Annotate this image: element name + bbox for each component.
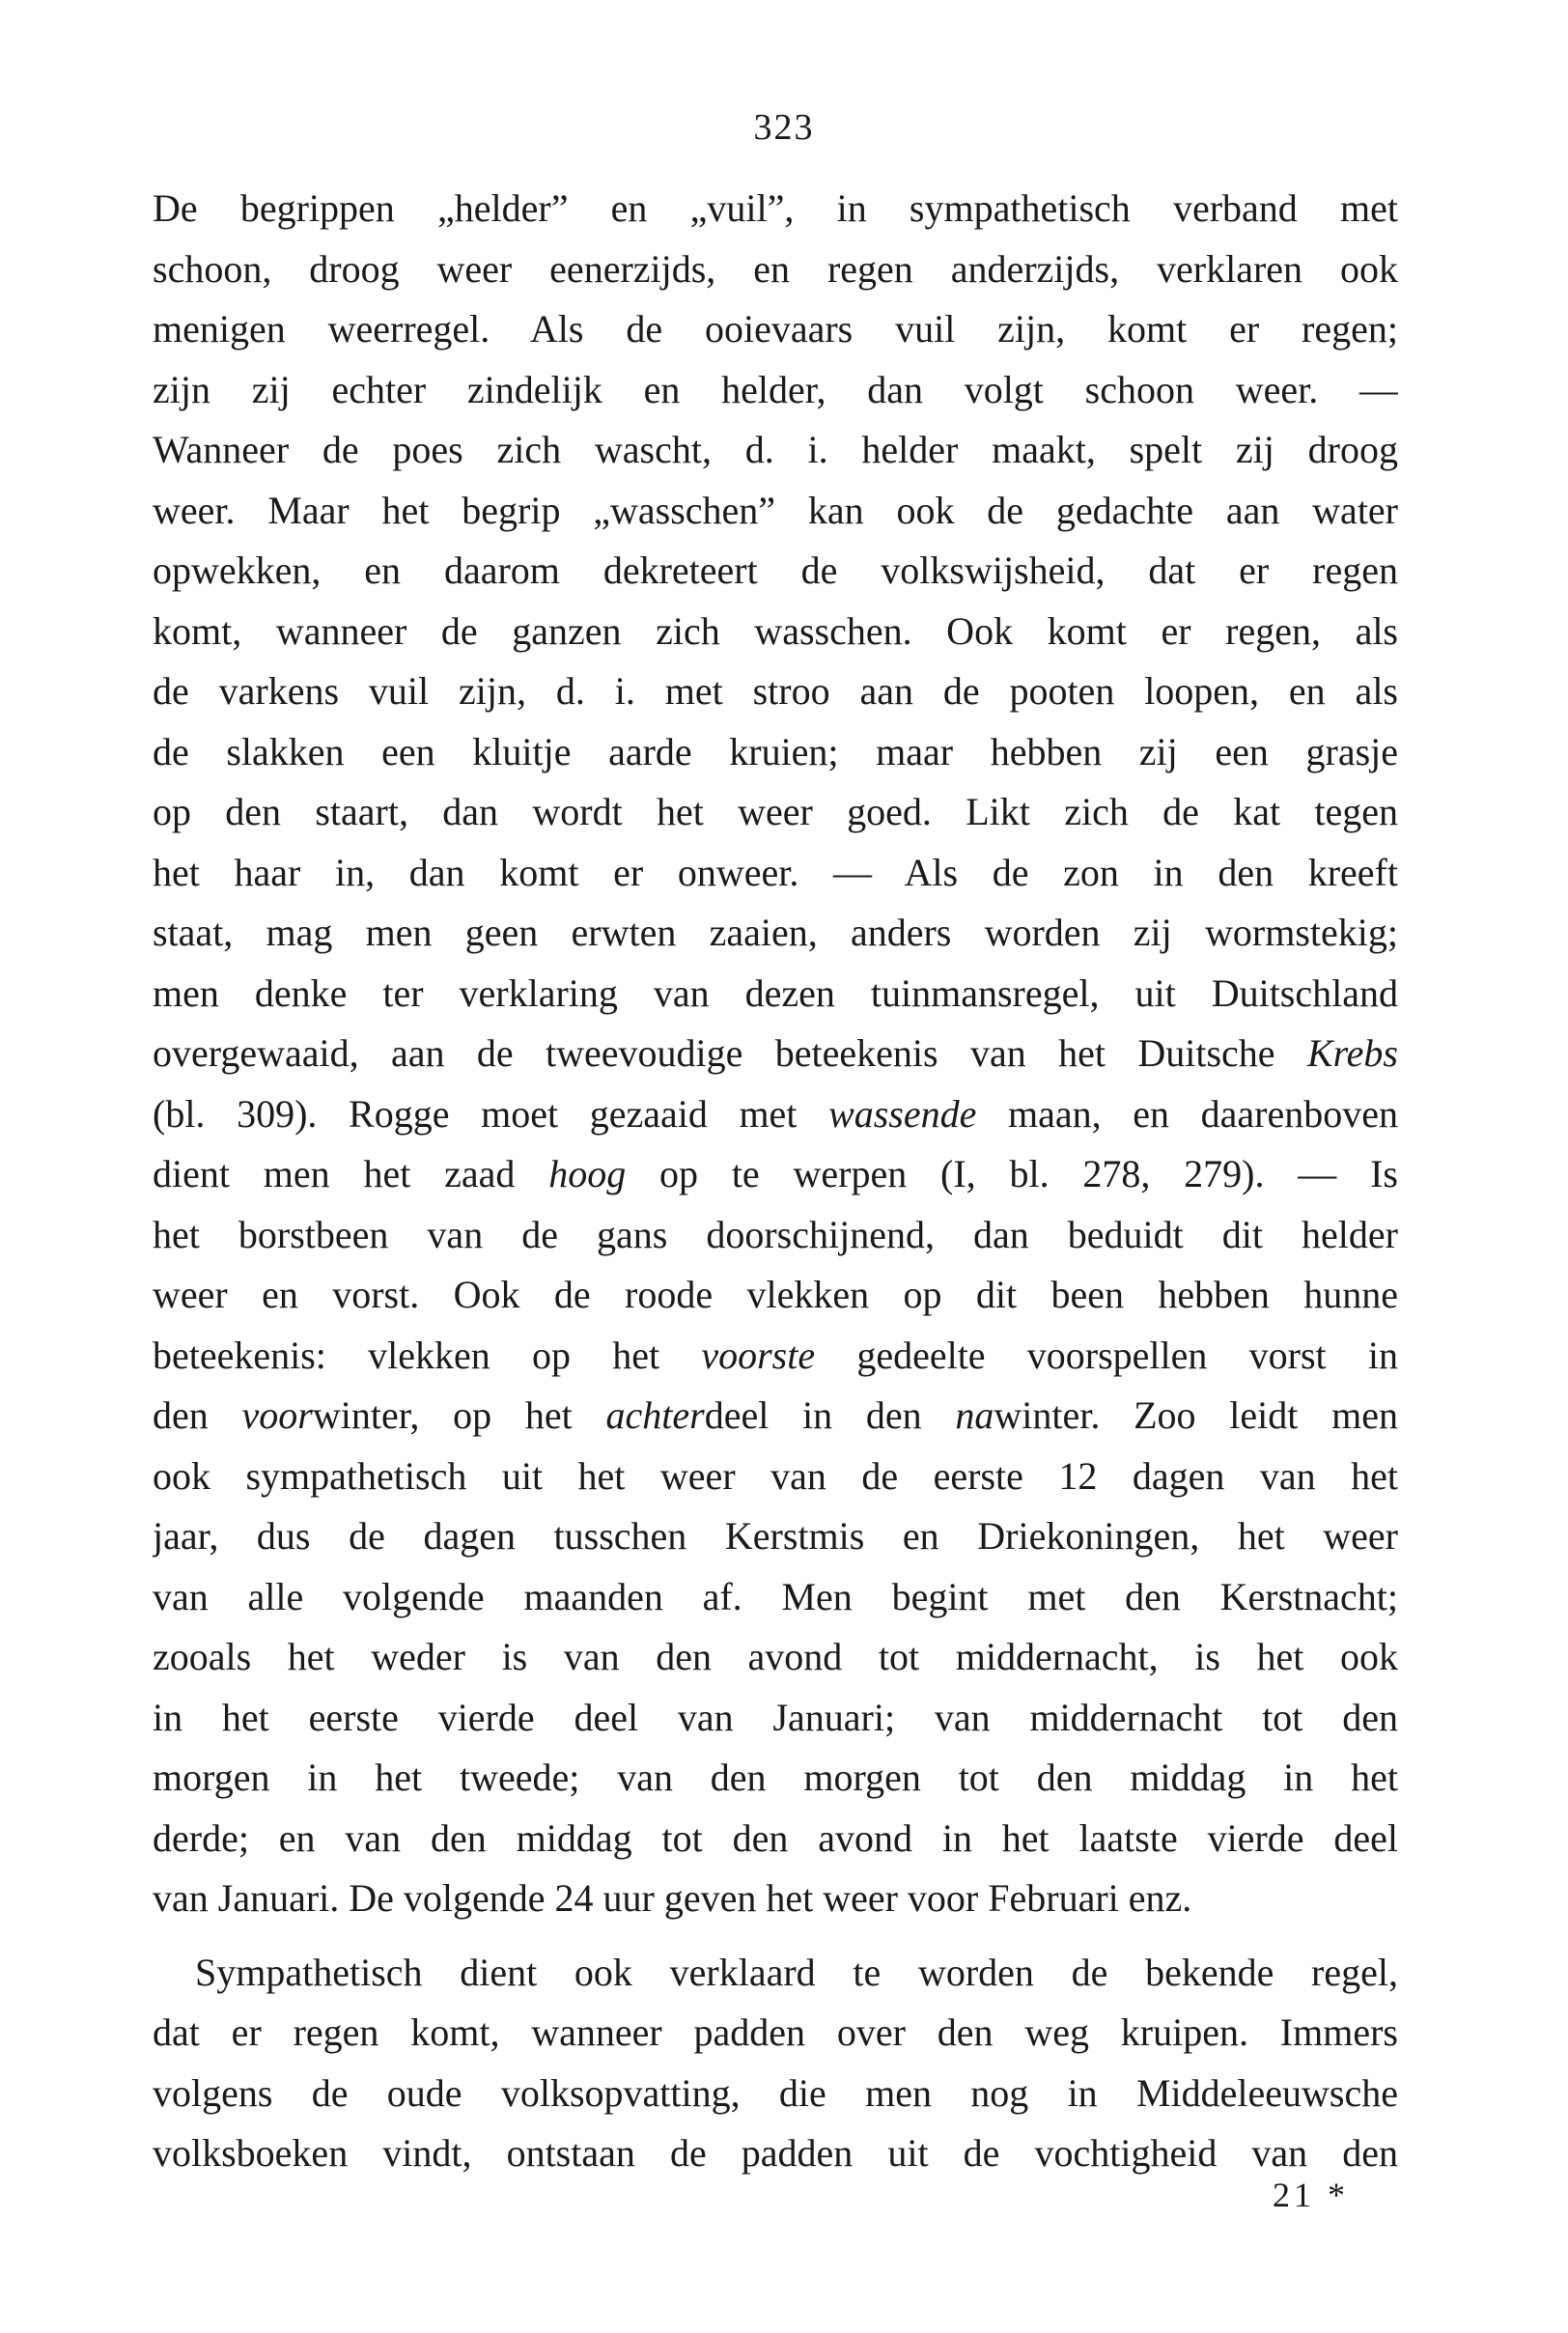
text-line: ook sympathetisch uit het weer van de eerste 12 dagen van het bbox=[153, 1453, 1398, 1498]
text-line: overgewaaid, aan de tweevoudige beteekenis van het Duitsche Krebs bbox=[153, 1031, 1398, 1075]
text-line: van Januari. De volgende 24 uur geven het weer voor Februari enz. bbox=[153, 1876, 1192, 1920]
text-line: men denke ter verklaring van dezen tuinmansregel, uit Duitschland bbox=[153, 970, 1398, 1015]
text-line: menigen weerregel. Als de ooievaars vuil zijn, komt er regen; bbox=[153, 307, 1398, 351]
text-line: zooals het weder is van den avond tot middernacht, is het ook bbox=[153, 1635, 1398, 1678]
text-line: in het eerste vierde deel van Januari; van middernacht tot den bbox=[153, 1695, 1398, 1739]
paragraph-gap bbox=[153, 1929, 1398, 1943]
page-number: 323 bbox=[753, 107, 815, 148]
text-line: dient men het zaad hoog op te werpen (I, bl. 278, 279). — Is bbox=[153, 1152, 1398, 1195]
text-line: weer. Maar het begrip „wasschen” kan ook de gedachte aan water bbox=[153, 488, 1398, 532]
text-line: dat er regen komt, wanneer padden over den weg kruipen. Immers bbox=[153, 2010, 1398, 2054]
paragraph bbox=[153, 1943, 1398, 2184]
text-line: het haar in, dan komt er onweer. — Als de zon in den kreeft bbox=[153, 850, 1398, 894]
text-line: beteekenis: vlekken op het voorste gedeelte voorspellen vorst in bbox=[153, 1333, 1398, 1377]
text-line: morgen in het tweede; van den morgen tot den middag in het bbox=[153, 1756, 1398, 1799]
text-line: (bl. 309). Rogge moet gezaaid met wassende maan, en daarenboven bbox=[153, 1091, 1398, 1136]
body-text bbox=[153, 179, 1398, 2184]
text-line: het borstbeen van de gans doorschijnend, dan beduidt dit helder bbox=[153, 1212, 1398, 1256]
text-line: De begrippen „helder” en „vuil”, in sympathetisch verband met bbox=[153, 186, 1398, 230]
text-line: volgens de oude volksopvatting, die men nog in Middeleeuwsche bbox=[153, 2070, 1398, 2115]
text-line: Sympathetisch dient ook verklaard te worden de bekende regel, bbox=[195, 1950, 1398, 1994]
text-line: de slakken een kluitje aarde kruien; maar hebben zij een grasje bbox=[153, 729, 1398, 773]
paragraph bbox=[153, 179, 1398, 1929]
text-line: komt, wanneer de ganzen zich wasschen. Ook komt er regen, als bbox=[153, 608, 1398, 653]
text-line: zijn zij echter zindelijk en helder, dan volgt schoon weer. — bbox=[153, 367, 1398, 411]
text-line: de varkens vuil zijn, d. i. met stroo aan de pooten loopen, en als bbox=[153, 669, 1398, 713]
text-line: derde; en van den middag tot den avond in het laatste vierde deel bbox=[153, 1815, 1398, 1860]
text-line: Wanneer de poes zich wascht, d. i. helder maakt, spelt zij droog bbox=[153, 428, 1398, 471]
text-line: staat, mag men geen erwten zaaien, anders worden zij wormstekig; bbox=[153, 911, 1398, 954]
text-line: weer en vorst. Ook de roode vlekken op dit been hebben hunne bbox=[153, 1273, 1398, 1316]
text-line: jaar, dus de dagen tusschen Kerstmis en Driekoningen, het weer bbox=[153, 1514, 1398, 1558]
text-line: schoon, droog weer eenerzijds, en regen anderzijds, verklaren ook bbox=[153, 246, 1398, 291]
text-line: den voorwinter, op het achterdeel in den nawinter. Zoo leidt men bbox=[153, 1393, 1398, 1437]
signature-mark: 21 * bbox=[1273, 2176, 1349, 2214]
text-line: van alle volgende maanden af. Men begint met den Kerstnacht; bbox=[153, 1574, 1398, 1618]
text-line: op den staart, dan wordt het weer goed. Likt zich de kat tegen bbox=[153, 790, 1398, 833]
text-line: volksboeken vindt, ontstaan de padden uit de vochtigheid van den bbox=[153, 2131, 1398, 2175]
text-line: opwekken, en daarom dekreteert de volkswijsheid, dat er regen bbox=[153, 548, 1398, 592]
